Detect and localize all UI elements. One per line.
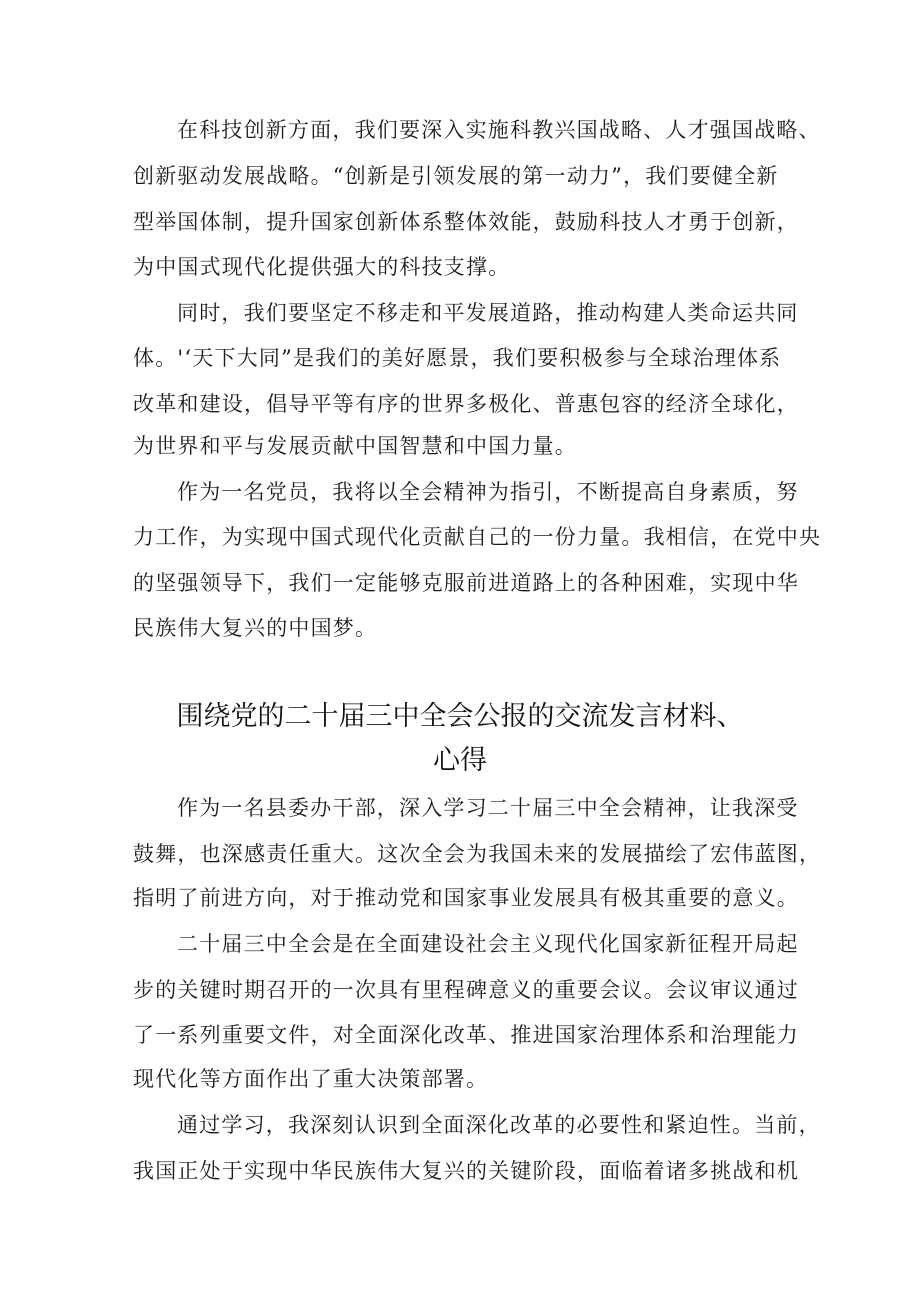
paragraph-line: 鼓舞，也深感责任重大。这次全会为我国未来的发展描绘了宏伟蓝图，: [133, 842, 822, 866]
paragraph-line: 通过学习，我深刻认识到全面深化改革的必要性和紧迫性。当前，: [177, 1113, 821, 1137]
paragraph-line: 体。'‘天下大同”是我们的美好愿景，我们要积极参与全球治理体系: [133, 346, 782, 370]
section-title-line2: 心得: [433, 745, 487, 776]
paragraph-line: 民族伟大复兴的中国梦。: [133, 616, 378, 640]
paragraph-line: 同时，我们要坚定不移走和平发展道路，推动构建人类命运共同: [177, 301, 799, 325]
paragraph-line: 了一系列重要文件，对全面深化改革、推进国家治理体系和治理能力: [133, 1023, 799, 1047]
paragraph-line: 作为一名县委办干部，深入学习二十届三中全会精神，让我深受: [177, 796, 799, 820]
paragraph-line: 为中国式现代化提供强大的科技支撑。: [133, 255, 511, 279]
section-title-line1: 围绕党的二十届三中全会公报的交流发言材料、: [176, 701, 744, 732]
paragraph-line: 步的关键时期召开的一次具有里程碑意义的重要会议。会议审议通过: [133, 978, 799, 1002]
paragraph-line: 为世界和平与发展贡献中国智慧和中国力量。: [133, 434, 577, 458]
paragraph-line: 现代化等方面作出了重大决策部署。: [133, 1067, 489, 1091]
paragraph-line: 我国正处于实现中华民族伟大复兴的关键阶段，面临着诸多挑战和机: [133, 1159, 799, 1183]
paragraph-line: 力工作，为实现中国式现代化贡献自己的一份力量。我相信，在党中央: [133, 525, 822, 549]
paragraph-line: 改革和建设，倡导平等有序的世界多极化、普惠包容的经济全球化，: [133, 392, 799, 416]
paragraph-line: 在科技创新方面，我们要深入实施科教兴国战略、人才强国战略、: [177, 118, 821, 142]
paragraph-line: 型举国体制，提升国家创新体系整体效能，鼓励科技人才勇于创新，: [133, 210, 799, 234]
paragraph-line: 作为一名党员，我将以全会精神为指引，不断提高自身素质，努: [177, 480, 799, 504]
paragraph-line: 创新驱动发展战略。“创新是引领发展的第一动力”，我们要健全新: [133, 164, 779, 188]
paragraph-line: 二十届三中全会是在全面建设社会主义现代化国家新征程开局起: [177, 932, 799, 956]
paragraph-line: 指明了前进方向，对于推动党和国家事业发展具有极其重要的意义。: [133, 886, 799, 910]
paragraph-line: 的坚强领导下，我们一定能够克服前进道路上的各种困难，实现中华: [133, 571, 799, 595]
